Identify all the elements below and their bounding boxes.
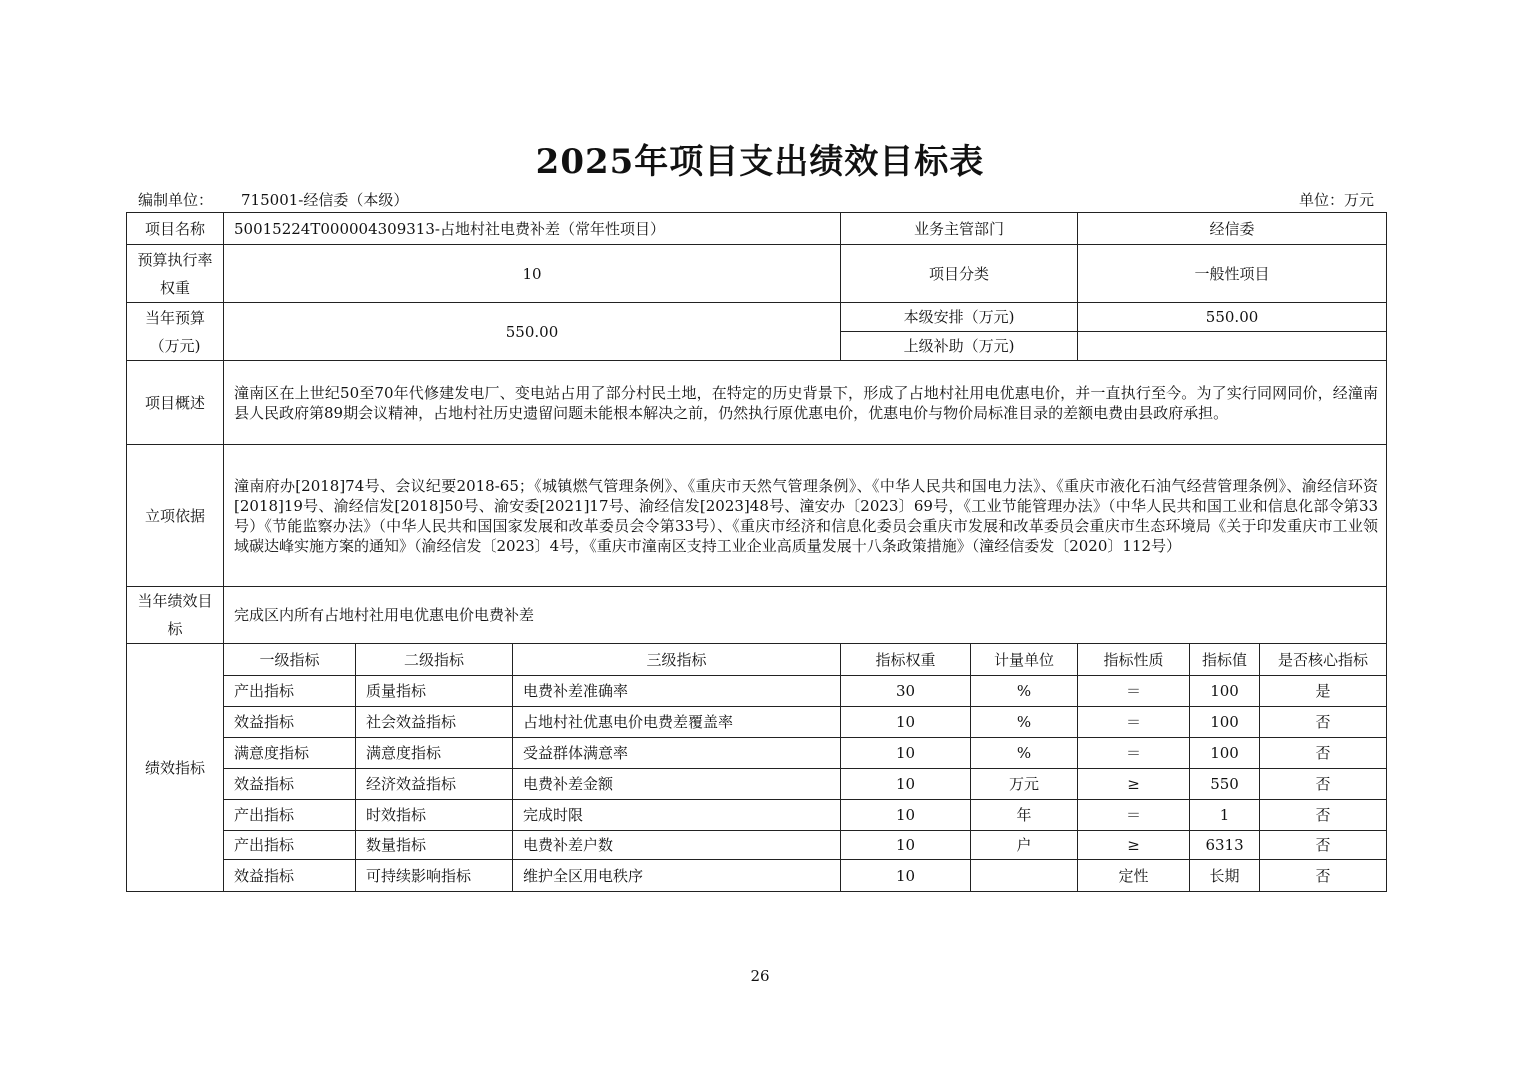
row-overview (127, 361, 1387, 445)
level3-cell: 电费补差准确率 (513, 676, 841, 707)
level1-cell: 效益指标 (224, 860, 356, 892)
level2-cell: 质量指标 (356, 676, 513, 707)
overview-label: 项目概述 (127, 361, 224, 445)
weight-cell: 10 (841, 831, 971, 860)
unit-cell: 户 (971, 831, 1078, 860)
category-label: 项目分类 (841, 245, 1078, 303)
value-cell: 100 (1190, 738, 1260, 769)
exec-weight-label: 预算执行率权重 (127, 245, 224, 303)
level1-cell: 产出指标 (224, 831, 356, 860)
perf-header-cell: 三级指标 (513, 644, 841, 676)
row-exec-weight (127, 245, 1387, 303)
level2-cell: 时效指标 (356, 800, 513, 831)
perf-header-cell: 二级指标 (356, 644, 513, 676)
row-goal (127, 587, 1387, 644)
level3-cell: 电费补差金额 (513, 769, 841, 800)
exec-weight-value: 10 (224, 245, 841, 303)
level1-cell: 满意度指标 (224, 738, 356, 769)
level2-cell: 社会效益指标 (356, 707, 513, 738)
weight-cell: 10 (841, 738, 971, 769)
performance-target-table (126, 212, 1387, 892)
overview-text: 潼南区在上世纪50至70年代修建发电厂、变电站占用了部分村民土地，在特定的历史背景下，形成了占地村社用电优惠电价，并一直执行至今。为了实行同网同价，经潼南县人民政府第89期会议精神，占地村社历史遗留问题未能根本解决之前，仍然执行原优惠电价，优惠电价与物价局标准目录的差额电费由县政府承担。 (224, 361, 1387, 445)
perf-header-cell: 指标权重 (841, 644, 971, 676)
core-cell: 否 (1260, 738, 1387, 769)
unit-cell: 年 (971, 800, 1078, 831)
level1-cell: 效益指标 (224, 707, 356, 738)
row-basis (127, 445, 1387, 587)
level1-cell: 效益指标 (224, 769, 356, 800)
nature-cell: ≥ (1078, 831, 1190, 860)
level3-cell: 占地村社优惠电价电费差覆盖率 (513, 707, 841, 738)
value-cell: 6313 (1190, 831, 1260, 860)
perf-header-cell: 一级指标 (224, 644, 356, 676)
table-row (127, 769, 1387, 800)
level3-cell: 维护全区用电秩序 (513, 860, 841, 892)
perf-header-cell: 是否核心指标 (1260, 644, 1387, 676)
unit-cell: % (971, 676, 1078, 707)
project-name-value: 50015224T000004309313-占地村社电费补差（常年性项目） (224, 213, 841, 245)
core-cell: 否 (1260, 800, 1387, 831)
perf-header-cell: 计量单位 (971, 644, 1078, 676)
level1-cell: 产出指标 (224, 676, 356, 707)
goal-label: 当年绩效目标 (127, 587, 224, 644)
dept-label: 业务主管部门 (841, 213, 1078, 245)
perf-header-cell: 指标性质 (1078, 644, 1190, 676)
nature-cell: ＝ (1078, 707, 1190, 738)
local-value: 550.00 (1078, 303, 1387, 332)
nature-cell: ＝ (1078, 800, 1190, 831)
perf-header-cell: 指标值 (1190, 644, 1260, 676)
dept-value: 经信委 (1078, 213, 1387, 245)
table-row (127, 707, 1387, 738)
compiling-unit (138, 189, 408, 210)
goal-text: 完成区内所有占地村社用电优惠电价电费补差 (224, 587, 1387, 644)
nature-cell: ＝ (1078, 738, 1190, 769)
level3-cell: 电费补差户数 (513, 831, 841, 860)
value-cell: 550 (1190, 769, 1260, 800)
table-row (127, 676, 1387, 707)
weight-cell: 30 (841, 676, 971, 707)
budget-label: 当年预算（万元) (127, 303, 224, 361)
row-budget-local (127, 303, 1387, 332)
page-title: 2025年项目支出绩效目标表 (535, 142, 985, 182)
level1-cell: 产出指标 (224, 800, 356, 831)
core-cell: 是 (1260, 676, 1387, 707)
perf-label: 绩效指标 (127, 644, 224, 892)
project-name-label: 项目名称 (127, 213, 224, 245)
category-value: 一般性项目 (1078, 245, 1387, 303)
level2-cell: 经济效益指标 (356, 769, 513, 800)
level2-cell: 满意度指标 (356, 738, 513, 769)
table-row (127, 800, 1387, 831)
upper-label: 上级补助（万元) (841, 332, 1078, 361)
value-cell: 长期 (1190, 860, 1260, 892)
weight-cell: 10 (841, 800, 971, 831)
basis-label: 立项依据 (127, 445, 224, 587)
perf-header-row (127, 644, 1387, 676)
level2-cell: 数量指标 (356, 831, 513, 860)
weight-cell: 10 (841, 860, 971, 892)
budget-value: 550.00 (224, 303, 841, 361)
core-cell: 否 (1260, 769, 1387, 800)
value-cell: 1 (1190, 800, 1260, 831)
value-cell: 100 (1190, 676, 1260, 707)
unit-cell (971, 860, 1078, 892)
basis-text: 潼南府办[2018]74号、会议纪要2018-65；《城镇燃气管理条例》、《重庆市天然气管理条例》、《中华人民共和国电力法》、《重庆市液化石油气经营管理条例》、渝经信环资[2018]19号、渝经信发[2018]50号、渝安委[2021]17号、渝经信发[2023]48号、潼安办〔2023〕69号，《工业节能管理办法》（中华人民共和国工业和信息化部令第33号）《节能监察办法》（中华人民共和国国家发展和改革委员会令第33号）、《重庆市经济和信息化委员会重庆市发展和改革委员会重庆市生态环境局《关于印发重庆市工业领域碳达峰实施方案的通知》（渝经信发〔2023〕4号，《重庆市潼南区支持工业企业高质量发展十八条政策措施》（潼经信委发〔2020〕112号） (224, 445, 1387, 587)
nature-cell: ＝ (1078, 676, 1190, 707)
level2-cell: 可持续影响指标 (356, 860, 513, 892)
core-cell: 否 (1260, 860, 1387, 892)
nature-cell: ≥ (1078, 769, 1190, 800)
upper-value (1078, 332, 1387, 361)
level3-cell: 受益群体满意率 (513, 738, 841, 769)
compiling-unit-value: 715001-经信委（本级） (241, 191, 409, 209)
level3-cell: 完成时限 (513, 800, 841, 831)
weight-cell: 10 (841, 769, 971, 800)
weight-cell: 10 (841, 707, 971, 738)
row-project-name (127, 213, 1387, 245)
core-cell: 否 (1260, 831, 1387, 860)
table-row (127, 738, 1387, 769)
table-row (127, 831, 1387, 860)
compiling-unit-label: 编制单位： (138, 191, 214, 209)
page-number: 26 (750, 967, 770, 985)
nature-cell: 定性 (1078, 860, 1190, 892)
core-cell: 否 (1260, 707, 1387, 738)
table-row (127, 860, 1387, 892)
value-cell: 100 (1190, 707, 1260, 738)
unit-cell: % (971, 707, 1078, 738)
unit-cell: 万元 (971, 769, 1078, 800)
local-label: 本级安排（万元) (841, 303, 1078, 332)
unit-cell: % (971, 738, 1078, 769)
currency-unit: 单位：万元 (1298, 191, 1374, 209)
